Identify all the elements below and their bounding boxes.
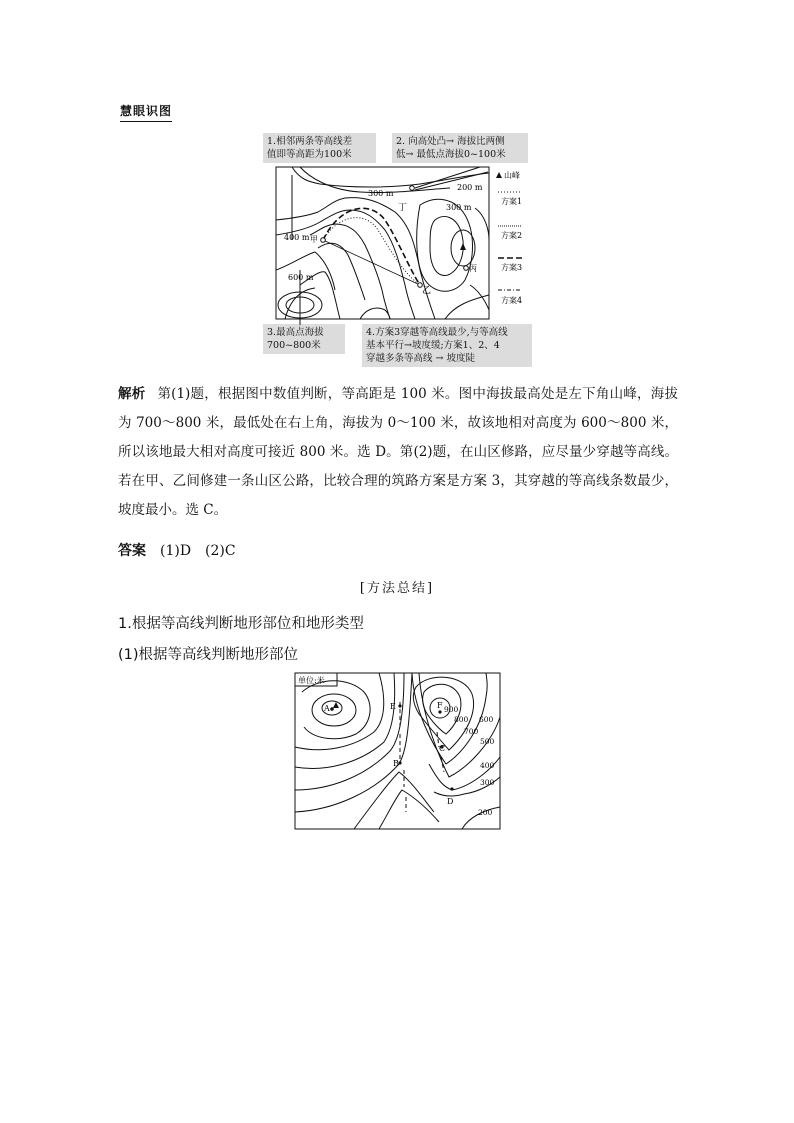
map-frame [295,673,500,829]
point-f-label: F [437,701,443,710]
contour-line [412,673,487,764]
point-d-label: D [447,797,454,806]
heading-1: 1.根据等高线判断地形部位和地形类型 [118,616,364,632]
point-f-dot [438,710,441,713]
label-300-a: 300 m [368,189,394,198]
contour-value-400: 400 [480,761,495,770]
point-ding [410,186,415,191]
contour-line [445,295,489,319]
point-e-dot [398,704,401,707]
route-plan-4 [323,240,420,285]
contour-map-2 [294,672,502,832]
contour-line [417,199,473,291]
contour-line [354,772,434,829]
analysis-text: 第(1)题，根据图中数值判断，等高距是 100 米。图中海拔最高处是左下角山峰，海拔为 700～800 米，最低处在右上角，海拔为 0～100 米，故该地相对高度为 600～800 米，所以该地最大相对高度可接近 800 米。选 D。第(2)题，在山区修路，应尽量少穿越等高线。若在甲、乙间修建一条山区公路，比较合理的筑路方案是方案 3，其穿越的等高线条数最少，坡度最小。选 C。 [118,386,678,518]
point-a-dot [330,707,334,711]
legend-plan4: 方案4 [501,296,523,305]
callout-line: 1.相邻两条等高线差 [267,136,353,147]
contour-value-200: 200 [478,808,493,817]
callout-line: 穿越多条等高线 → 坡度陡 [366,353,475,364]
callout-line: 700~800米 [267,340,321,351]
callout-lowest-point [392,133,528,163]
answer-lead: 答案 [118,543,146,559]
point-b-label: B [393,759,399,768]
label-ding: 丁 [398,203,408,213]
contour-line [475,208,489,240]
legend-plan1: 方案1 [501,197,523,206]
route-plan-1 [323,218,420,285]
callout-line: 值即等高距为100米 [267,149,352,160]
contour-value-900: 900 [444,705,459,714]
label-400: 400 m [284,233,310,242]
heading-2: (1)根据等高线判断地形部位 [118,647,299,663]
callout-line: 4.方案3穿越等高线最少,与等高线 [366,327,508,338]
analysis-lead: 解析 [118,386,146,402]
analysis-paragraph [118,380,678,525]
contour-line [430,216,463,275]
legend-plan3: 方案3 [501,263,523,272]
answer-text: (1)D (2)C [160,543,236,559]
contour-value-500: 500 [480,737,495,746]
contour-map-1 [270,160,540,330]
label-bing: 丙 [469,264,477,273]
contour-value-600: 600 [479,715,494,724]
legend-peak: 山峰 [504,171,520,180]
contour-value-300: 300 [480,778,495,787]
label-600: 600 m [288,273,314,282]
contour-value-800: 800 [454,715,469,724]
contour-line [312,694,356,726]
peak-icon [460,243,466,250]
contour-line [276,210,415,319]
label-jia: 甲 [310,235,318,244]
point-bing [464,266,469,271]
contour-line [360,308,390,319]
point-jia [321,238,326,243]
point-c-label: C [439,744,446,753]
unit-label: 单位:米 [298,676,325,685]
section-label: 慧眼识图 [120,104,173,118]
label-200: 200 m [457,183,483,192]
callout-line: 低→ 最低点海拔0~100米 [396,149,506,160]
answer-line [118,540,236,560]
label-300-b: 300 m [446,203,472,212]
contour-line [295,673,404,790]
summary-title: [方法总结] [359,581,435,596]
callout-line: 3.最高点海拔 [267,327,324,338]
contour-value-700: 700 [464,727,479,736]
map-legend [496,170,522,305]
point-d-dot [450,787,453,790]
legend-plan2: 方案2 [501,231,523,240]
legend-peak-icon [496,172,502,178]
contour-line [276,252,335,290]
point-a-label: A [324,704,330,713]
contour-line [379,790,439,829]
label-yi: 乙 [422,286,432,296]
contour-line [295,673,395,768]
callout-route-comparison [362,324,532,367]
point-e-label: E [390,702,396,711]
callout-line: 基本平行→坡度缓;方案1、2、4 [366,340,500,351]
callout-contour-interval [263,133,376,163]
callout-line: 2. 向高处凸→ 海拔比两侧 [396,136,505,147]
